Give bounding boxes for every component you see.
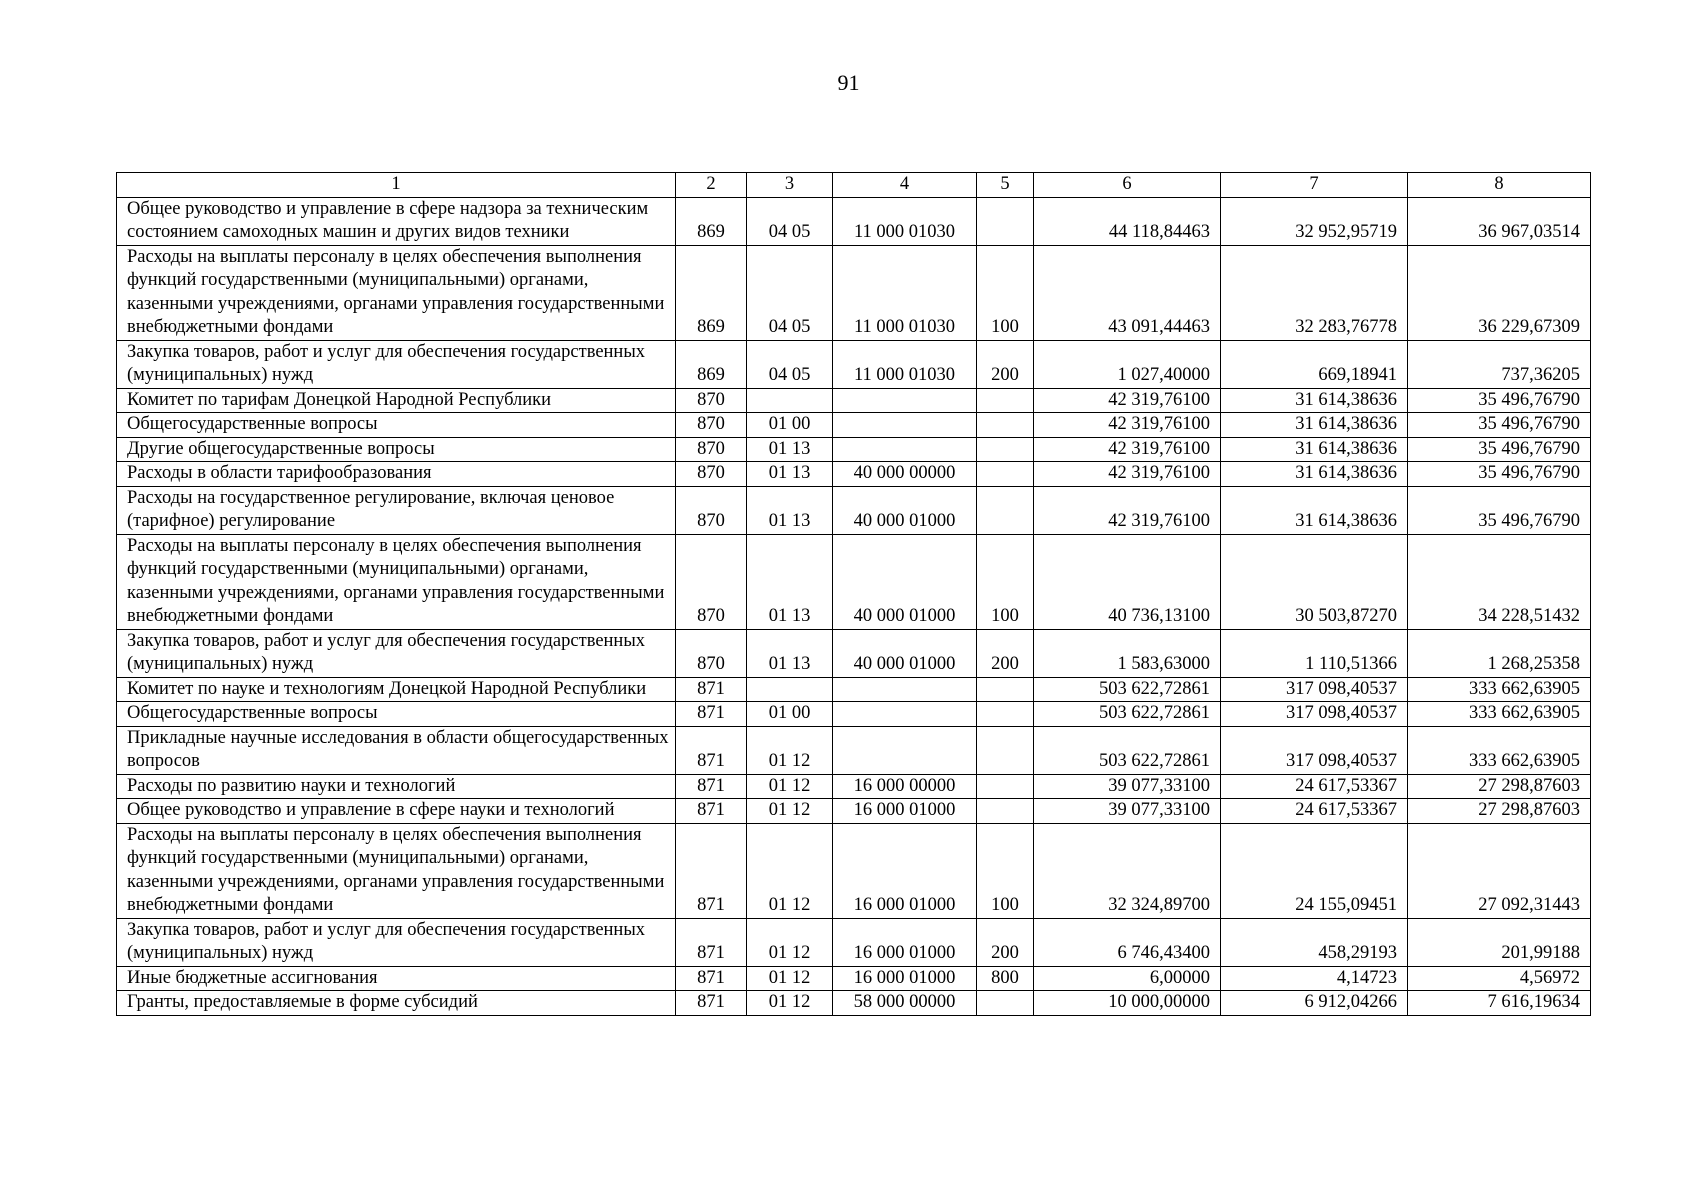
table-row [117, 245, 1591, 340]
expense-type-code-cell [977, 486, 1034, 534]
table-row [117, 702, 1591, 727]
target-code-cell: 40 000 01000 [833, 486, 977, 534]
expense-type-code-cell: 200 [977, 918, 1034, 966]
table-row [117, 726, 1591, 774]
admin-code-cell: 869 [676, 245, 747, 340]
section-code-cell: 01 12 [747, 774, 833, 799]
column-header: 8 [1408, 173, 1591, 198]
admin-code-cell: 870 [676, 534, 747, 629]
target-code-cell: 40 000 01000 [833, 629, 977, 677]
table-row [117, 388, 1591, 413]
column-header: 3 [747, 173, 833, 198]
item-name-cell: Комитет по тарифам Донецкой Народной Республики [117, 388, 676, 413]
amount-col-8-cell: 7 616,19634 [1408, 991, 1591, 1016]
section-code-cell: 01 12 [747, 799, 833, 824]
target-code-cell: 11 000 01030 [833, 245, 977, 340]
target-code-cell: 58 000 00000 [833, 991, 977, 1016]
expense-type-code-cell [977, 197, 1034, 245]
table-row [117, 918, 1591, 966]
item-name-cell: Закупка товаров, работ и услуг для обеспечения государственных (муниципальных) нужд [117, 918, 676, 966]
amount-col-6-cell: 1 583,63000 [1034, 629, 1221, 677]
amount-col-6-cell: 43 091,44463 [1034, 245, 1221, 340]
target-code-cell [833, 413, 977, 438]
amount-col-7-cell: 31 614,38636 [1221, 413, 1408, 438]
amount-col-8-cell: 35 496,76790 [1408, 388, 1591, 413]
expense-type-code-cell [977, 991, 1034, 1016]
admin-code-cell: 871 [676, 702, 747, 727]
section-code-cell: 01 12 [747, 823, 833, 918]
amount-col-8-cell: 333 662,63905 [1408, 677, 1591, 702]
amount-col-7-cell: 317 098,40537 [1221, 702, 1408, 727]
table-row [117, 340, 1591, 388]
target-code-cell: 16 000 01000 [833, 823, 977, 918]
item-name-cell: Закупка товаров, работ и услуг для обеспечения государственных (муниципальных) нужд [117, 629, 676, 677]
amount-col-7-cell: 1 110,51366 [1221, 629, 1408, 677]
table-row [117, 629, 1591, 677]
amount-col-8-cell: 35 496,76790 [1408, 486, 1591, 534]
expense-type-code-cell [977, 702, 1034, 727]
amount-col-8-cell: 1 268,25358 [1408, 629, 1591, 677]
expense-type-code-cell [977, 388, 1034, 413]
column-header: 4 [833, 173, 977, 198]
amount-col-8-cell: 333 662,63905 [1408, 702, 1591, 727]
amount-col-7-cell: 6 912,04266 [1221, 991, 1408, 1016]
section-code-cell: 04 05 [747, 340, 833, 388]
target-code-cell [833, 677, 977, 702]
amount-col-7-cell: 317 098,40537 [1221, 677, 1408, 702]
item-name-cell: Общее руководство и управление в сфере надзора за техническим состоянием самоходных машин и других видов техники [117, 197, 676, 245]
item-name-cell: Общегосударственные вопросы [117, 702, 676, 727]
amount-col-8-cell: 333 662,63905 [1408, 726, 1591, 774]
column-header: 6 [1034, 173, 1221, 198]
amount-col-6-cell: 42 319,76100 [1034, 486, 1221, 534]
table-body [117, 197, 1591, 1015]
target-code-cell: 11 000 01030 [833, 197, 977, 245]
column-header: 2 [676, 173, 747, 198]
amount-col-7-cell: 458,29193 [1221, 918, 1408, 966]
target-code-cell [833, 437, 977, 462]
amount-col-8-cell: 27 092,31443 [1408, 823, 1591, 918]
section-code-cell: 01 13 [747, 534, 833, 629]
target-code-cell: 16 000 01000 [833, 799, 977, 824]
table-row [117, 823, 1591, 918]
column-header: 7 [1221, 173, 1408, 198]
amount-col-6-cell: 40 736,13100 [1034, 534, 1221, 629]
admin-code-cell: 870 [676, 437, 747, 462]
item-name-cell: Гранты, предоставляемые в форме субсидий [117, 991, 676, 1016]
amount-col-8-cell: 201,99188 [1408, 918, 1591, 966]
amount-col-7-cell: 31 614,38636 [1221, 437, 1408, 462]
expense-type-code-cell: 100 [977, 245, 1034, 340]
item-name-cell: Иные бюджетные ассигнования [117, 966, 676, 991]
admin-code-cell: 871 [676, 991, 747, 1016]
amount-col-6-cell: 42 319,76100 [1034, 462, 1221, 487]
target-code-cell [833, 726, 977, 774]
table-row [117, 991, 1591, 1016]
amount-col-7-cell: 32 283,76778 [1221, 245, 1408, 340]
admin-code-cell: 870 [676, 486, 747, 534]
section-code-cell: 01 13 [747, 629, 833, 677]
expense-type-code-cell [977, 774, 1034, 799]
expense-type-code-cell [977, 677, 1034, 702]
amount-col-7-cell: 669,18941 [1221, 340, 1408, 388]
section-code-cell: 01 00 [747, 413, 833, 438]
section-code-cell: 04 05 [747, 245, 833, 340]
amount-col-6-cell: 6,00000 [1034, 966, 1221, 991]
column-header: 1 [117, 173, 676, 198]
amount-col-7-cell: 30 503,87270 [1221, 534, 1408, 629]
section-code-cell: 01 12 [747, 726, 833, 774]
amount-col-6-cell: 39 077,33100 [1034, 799, 1221, 824]
amount-col-7-cell: 32 952,95719 [1221, 197, 1408, 245]
expense-type-code-cell: 800 [977, 966, 1034, 991]
amount-col-8-cell: 35 496,76790 [1408, 462, 1591, 487]
amount-col-6-cell: 1 027,40000 [1034, 340, 1221, 388]
target-code-cell: 40 000 01000 [833, 534, 977, 629]
table-row [117, 799, 1591, 824]
amount-col-7-cell: 31 614,38636 [1221, 486, 1408, 534]
budget-table [116, 172, 1591, 1016]
expense-type-code-cell [977, 726, 1034, 774]
item-name-cell: Общее руководство и управление в сфере науки и технологий [117, 799, 676, 824]
amount-col-6-cell: 10 000,00000 [1034, 991, 1221, 1016]
target-code-cell: 40 000 00000 [833, 462, 977, 487]
admin-code-cell: 870 [676, 629, 747, 677]
target-code-cell: 16 000 01000 [833, 918, 977, 966]
page-number: 91 [837, 70, 860, 95]
item-name-cell: Расходы на выплаты персоналу в целях обеспечения выполнения функций государственными (муниципальными) органами, казенными учреждениями, органами управления государственными внебюджетными фондами [117, 534, 676, 629]
amount-col-8-cell: 27 298,87603 [1408, 799, 1591, 824]
admin-code-cell: 871 [676, 823, 747, 918]
section-code-cell: 04 05 [747, 197, 833, 245]
amount-col-6-cell: 44 118,84463 [1034, 197, 1221, 245]
item-name-cell: Расходы в области тарифообразования [117, 462, 676, 487]
item-name-cell: Прикладные научные исследования в области общегосударственных вопросов [117, 726, 676, 774]
table-row [117, 966, 1591, 991]
table-row [117, 534, 1591, 629]
admin-code-cell: 870 [676, 462, 747, 487]
expense-type-code-cell: 100 [977, 534, 1034, 629]
section-code-cell [747, 388, 833, 413]
amount-col-7-cell: 24 617,53367 [1221, 774, 1408, 799]
table-row [117, 197, 1591, 245]
table-row [117, 677, 1591, 702]
amount-col-8-cell: 737,36205 [1408, 340, 1591, 388]
admin-code-cell: 871 [676, 677, 747, 702]
section-code-cell [747, 677, 833, 702]
admin-code-cell: 871 [676, 774, 747, 799]
column-header: 5 [977, 173, 1034, 198]
section-code-cell: 01 12 [747, 918, 833, 966]
amount-col-6-cell: 503 622,72861 [1034, 726, 1221, 774]
section-code-cell: 01 12 [747, 991, 833, 1016]
target-code-cell [833, 388, 977, 413]
item-name-cell: Расходы на выплаты персоналу в целях обеспечения выполнения функций государственными (муниципальными) органами, казенными учреждениями, органами управления государственными внебюджетными фондами [117, 823, 676, 918]
header-row [117, 173, 1591, 198]
item-name-cell: Другие общегосударственные вопросы [117, 437, 676, 462]
target-code-cell: 16 000 00000 [833, 774, 977, 799]
amount-col-6-cell: 42 319,76100 [1034, 437, 1221, 462]
admin-code-cell: 869 [676, 340, 747, 388]
amount-col-6-cell: 42 319,76100 [1034, 388, 1221, 413]
section-code-cell: 01 12 [747, 966, 833, 991]
expense-type-code-cell: 200 [977, 340, 1034, 388]
target-code-cell: 16 000 01000 [833, 966, 977, 991]
amount-col-8-cell: 35 496,76790 [1408, 437, 1591, 462]
section-code-cell: 01 13 [747, 486, 833, 534]
amount-col-6-cell: 6 746,43400 [1034, 918, 1221, 966]
admin-code-cell: 871 [676, 726, 747, 774]
target-code-cell: 11 000 01030 [833, 340, 977, 388]
amount-col-7-cell: 24 155,09451 [1221, 823, 1408, 918]
expense-type-code-cell: 200 [977, 629, 1034, 677]
table-row [117, 413, 1591, 438]
amount-col-6-cell: 503 622,72861 [1034, 702, 1221, 727]
target-code-cell [833, 702, 977, 727]
expense-type-code-cell [977, 462, 1034, 487]
item-name-cell: Расходы на выплаты персоналу в целях обеспечения выполнения функций государственными (муниципальными) органами, казенными учреждениями, органами управления государственными внебюджетными фондами [117, 245, 676, 340]
amount-col-7-cell: 317 098,40537 [1221, 726, 1408, 774]
amount-col-6-cell: 503 622,72861 [1034, 677, 1221, 702]
admin-code-cell: 871 [676, 966, 747, 991]
amount-col-8-cell: 35 496,76790 [1408, 413, 1591, 438]
amount-col-8-cell: 4,56972 [1408, 966, 1591, 991]
section-code-cell: 01 13 [747, 462, 833, 487]
amount-col-7-cell: 24 617,53367 [1221, 799, 1408, 824]
admin-code-cell: 870 [676, 388, 747, 413]
section-code-cell: 01 13 [747, 437, 833, 462]
item-name-cell: Расходы на государственное регулирование, включая ценовое (тарифное) регулирование [117, 486, 676, 534]
amount-col-6-cell: 32 324,89700 [1034, 823, 1221, 918]
admin-code-cell: 869 [676, 197, 747, 245]
amount-col-7-cell: 31 614,38636 [1221, 462, 1408, 487]
expense-type-code-cell [977, 799, 1034, 824]
item-name-cell: Закупка товаров, работ и услуг для обеспечения государственных (муниципальных) нужд [117, 340, 676, 388]
amount-col-8-cell: 36 967,03514 [1408, 197, 1591, 245]
table-row [117, 774, 1591, 799]
table-row [117, 486, 1591, 534]
expense-type-code-cell [977, 437, 1034, 462]
amount-col-7-cell: 4,14723 [1221, 966, 1408, 991]
admin-code-cell: 871 [676, 799, 747, 824]
table-row [117, 462, 1591, 487]
item-name-cell: Расходы по развитию науки и технологий [117, 774, 676, 799]
admin-code-cell: 870 [676, 413, 747, 438]
section-code-cell: 01 00 [747, 702, 833, 727]
admin-code-cell: 871 [676, 918, 747, 966]
amount-col-8-cell: 36 229,67309 [1408, 245, 1591, 340]
item-name-cell: Общегосударственные вопросы [117, 413, 676, 438]
expense-type-code-cell: 100 [977, 823, 1034, 918]
amount-col-7-cell: 31 614,38636 [1221, 388, 1408, 413]
amount-col-8-cell: 34 228,51432 [1408, 534, 1591, 629]
amount-col-8-cell: 27 298,87603 [1408, 774, 1591, 799]
expense-type-code-cell [977, 413, 1034, 438]
amount-col-6-cell: 39 077,33100 [1034, 774, 1221, 799]
item-name-cell: Комитет по науке и технологиям Донецкой Народной Республики [117, 677, 676, 702]
table-row [117, 437, 1591, 462]
amount-col-6-cell: 42 319,76100 [1034, 413, 1221, 438]
